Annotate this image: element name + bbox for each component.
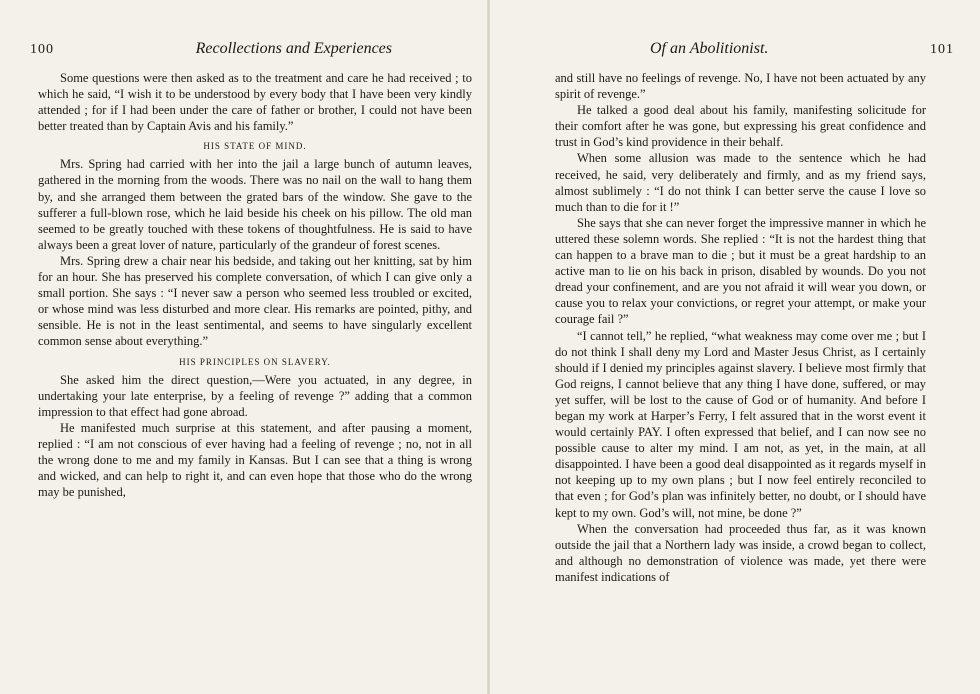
right-paragraph-1: and still have no feelings of revenge. No, I have not been actuated by any spirit of revenge.” bbox=[555, 71, 926, 102]
page-number-left: 100 bbox=[30, 42, 54, 57]
right-paragraph-4: She says that she can never forget the impressive manner in which he uttered these solemn words. She replied : “It is not the hardest thing that can happen to a brave man to die ; but it must be a great hardship to an active man to lie on his back in prison, disabled by wounds. Do you not dread your confinement, and are you not afraid it will wear you down, or cause you to relax your convictions, or regret your attempt, or make your courage fail ?” bbox=[555, 215, 926, 327]
right-paragraph-5: “I cannot tell,” he replied, “what weakness may come over me ; but I do not think I shall deny my Lord and Master Jesus Christ, as I certainly should if I denied my principles against slavery. I believe most firmly that God reigns, I cannot believe that any thing I have done, suffered, or may yet suffer, will be lost to the cause of God or of humanity. And before I began my work at Harper’s Ferry, I felt assured that in the worst event it would certainly PAY. I often expressed that belief, and I can now see no possible cause to alter my mind. I am not, as yet, in the main, at all disappointed. I have been a good deal disappointed as it regards myself in not keeping up to my own plans ; but I now feel entirely reconciled to that even ; for God’s plan was infinitely better, no doubt, or I should have kept to my own. God’s will, not mine, be done ?” bbox=[555, 328, 926, 520]
left-paragraph-4: She asked him the direct question,—Were you actuated, in any degree, in undertaking your late enterprise, by a feeling of revenge ?” adding that a common impression to that effect had gone abroad. bbox=[38, 372, 472, 419]
right-page bbox=[490, 0, 980, 694]
right-paragraph-3: When some allusion was made to the sentence which he had received, he said, very deliberately and firmly, and as my friend says, almost sublimely : “I do not think I can better serve the cause I love so much than to die for it !” bbox=[555, 151, 926, 214]
running-title-left: Recollections and Experiences bbox=[195, 40, 392, 57]
section-heading-state-of-mind: HIS STATE OF MIND. bbox=[203, 141, 307, 152]
left-text-column bbox=[30, 70, 472, 500]
left-paragraph-1: Some questions were then asked as to the treatment and care he had received ; to which he said, “I wish it to be understood by every body that I have been very kindly attended ; for if I had been under the care of father or brother, I could not have been better treated than by Captain Avis and his family.” bbox=[38, 71, 472, 134]
right-paragraph-6: When the conversation had proceeded thus far, as it was known outside the jail that a Northern lady was inside, a crowd began to collect, and although no demonstration of violence was made, yet there were manifest indications of bbox=[555, 521, 926, 584]
right-text-column bbox=[555, 70, 954, 585]
right-paragraph-2: He talked a good deal about his family, manifesting solicitude for their comfort after he was gone, but expressing his great confidence and trust in God’s kind providence in their behalf. bbox=[555, 103, 926, 150]
page-number-right: 101 bbox=[930, 42, 954, 57]
running-title-right: Of an Abolitionist. bbox=[650, 40, 769, 57]
left-paragraph-2: Mrs. Spring had carried with her into the jail a large bunch of autumn leaves, gathered in the morning from the woods. There was no nail on the wall to hang them by, and she arranged them between the grated bars of the window. She gave to the sufferer a full-blown rose, which he laid beside his cheek on his pillow. The old man seemed to be greatly touched with these tokens of thoughtfulness. He is said to have always been a great lover of nature, particularly of the grandeur of forest scenes. bbox=[38, 157, 472, 252]
section-heading-principles-on-slavery: HIS PRINCIPLES ON SLAVERY. bbox=[179, 356, 331, 367]
left-paragraph-5: He manifested much surprise at this statement, and after pausing a moment, replied : “I am not conscious of ever having had a feeling of revenge ; no, not in all the wrong done to me and my family in Kansas. But I can see that a thing is wrong and wicked, and can help to right it, and can even hope that those who do the wrong may be punished, bbox=[38, 420, 472, 500]
left-page bbox=[0, 0, 488, 694]
right-running-head bbox=[555, 40, 954, 62]
left-running-head bbox=[30, 40, 472, 62]
left-paragraph-3: Mrs. Spring drew a chair near his bedside, and taking out her knitting, sat by him for an hour. She has preserved his complete conversation, of which I can give only a small portion. She says : “I never saw a person who seemed less troubled or excited, or whose mind was less disturbed and more clear. His remarks are pointed, pithy, and sensible. He is not in the least sentimental, and seems to have singularly excellent common sense about everything.” bbox=[38, 253, 472, 349]
